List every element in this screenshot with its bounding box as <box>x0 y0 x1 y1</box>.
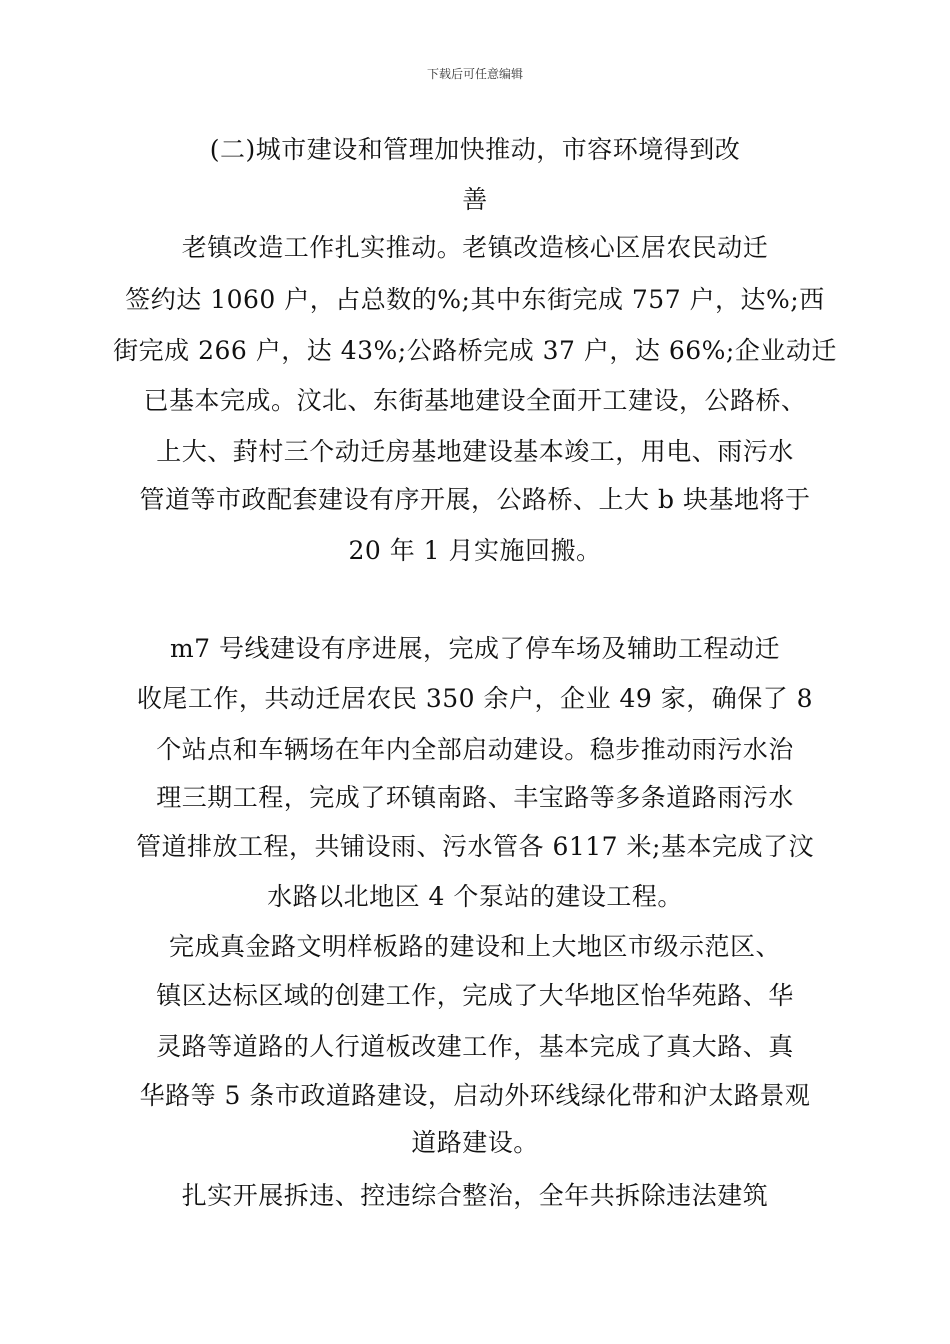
section-title-line: 善 <box>462 185 488 214</box>
paragraph-line: 已基本完成。汶北、东街基地建设全面开工建设，公路桥、 <box>143 386 807 415</box>
paragraph-line: 老镇改造工作扎实推动。老镇改造核心区居农民动迁 <box>181 233 769 262</box>
paragraph-line: 20 年 1 月实施回搬。 <box>348 536 602 565</box>
paragraph-line: 理三期工程，完成了环镇南路、丰宝路等多条道路雨污水 <box>156 783 794 812</box>
paragraph-line: 街完成 266 户，达 43%;公路桥完成 37 户，达 66%;企业动迁 <box>113 336 837 365</box>
paragraph-line: 上大、葑村三个动迁房基地建设基本竣工，用电、雨污水 <box>156 437 794 466</box>
section-title-line: (二)城市建设和管理加快推动，市容环境得到改 <box>209 135 741 164</box>
paragraph-line: 镇区达标区域的创建工作，完成了大华地区怡华苑路、华 <box>156 981 794 1010</box>
paragraph-line: 水路以北地区 4 个泵站的建设工程。 <box>267 882 683 911</box>
paragraph-line: m7 号线建设有序进展，完成了停车场及辅助工程动迁 <box>169 634 781 663</box>
paragraph-line: 扎实开展拆违、控违综合整治，全年共拆除违法建筑 <box>181 1181 769 1210</box>
paragraph-line: 道路建设。 <box>411 1128 539 1157</box>
header-note: 下载后可任意编辑 <box>426 67 523 81</box>
paragraph-line: 签约达 1060 户，占总数的%;其中东街完成 757 户，达%;西 <box>125 285 825 314</box>
paragraph-line: 个站点和车辆场在年内全部启动建设。稳步推动雨污水治 <box>156 735 794 764</box>
paragraph-line: 完成真金路文明样板路的建设和上大地区市级示范区、 <box>168 932 781 961</box>
paragraph-line: 收尾工作，共动迁居农民 350 余户，企业 49 家，确保了 8 <box>136 684 814 713</box>
paragraph-line: 管道等市政配套建设有序开展，公路桥、上大 b 块基地将于 <box>139 485 811 514</box>
paragraph-line: 管道排放工程，共铺设雨、污水管各 6117 米;基本完成了汶 <box>136 832 814 861</box>
paragraph-line: 华路等 5 条市政道路建设，启动外环线绿化带和沪太路景观 <box>139 1081 811 1110</box>
paragraph-line: 灵路等道路的人行道板改建工作，基本完成了真大路、真 <box>156 1032 794 1061</box>
